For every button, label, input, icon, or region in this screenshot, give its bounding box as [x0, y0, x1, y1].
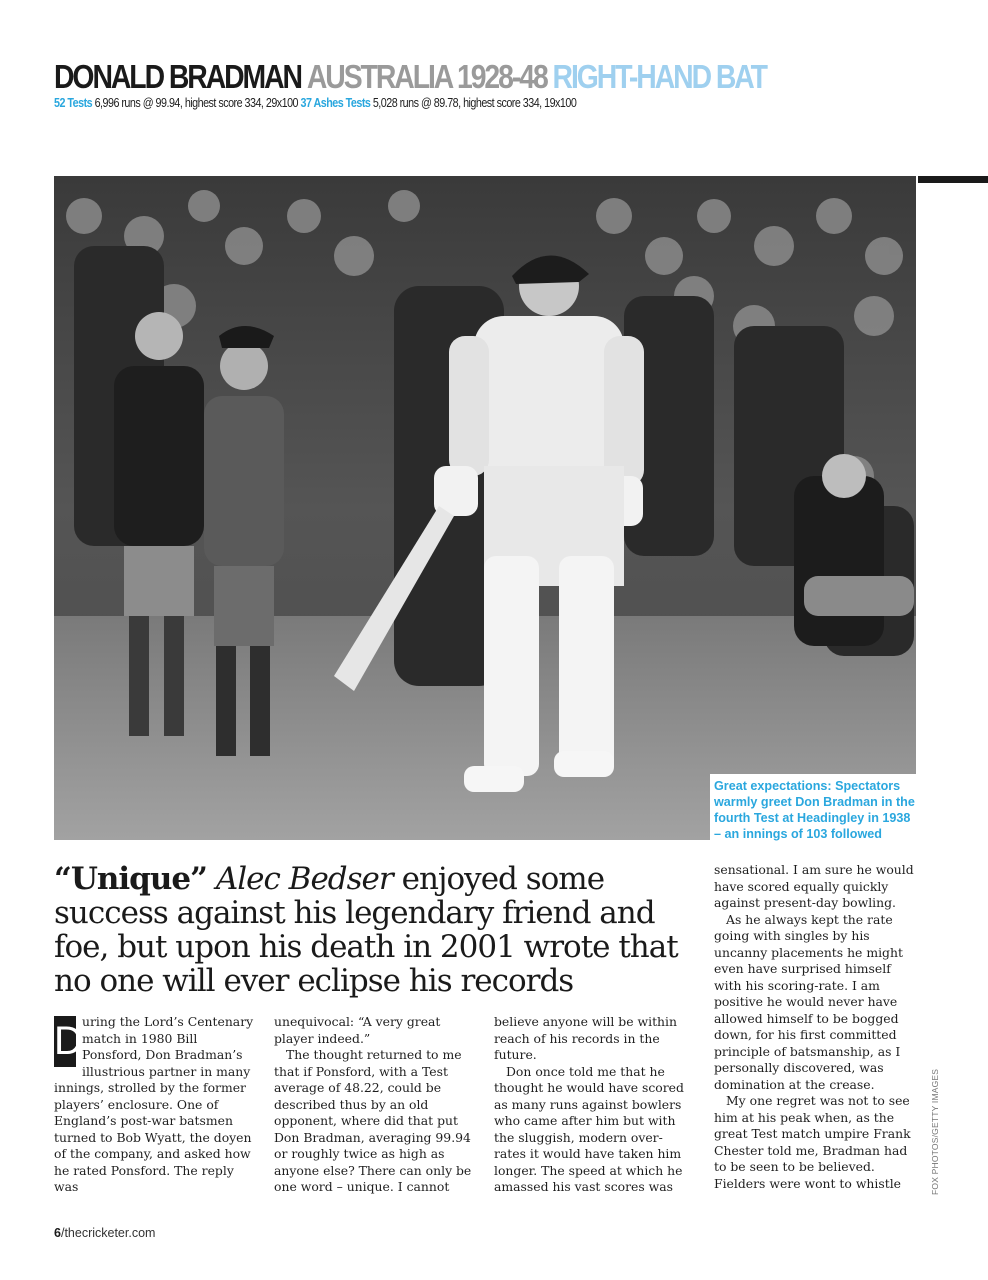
tests-label: 52 Tests — [54, 96, 93, 110]
country-years: AUSTRALIA 1928-48 — [306, 58, 547, 95]
player-role: RIGHT-HAND BAT — [552, 58, 766, 95]
ashes-stats: 5,028 runs @ 89.78, highest score 334, 19x100 — [372, 96, 577, 110]
headline-text: enjoyed some success against his legendary friend and foe, but upon his death in 2001 wrote that no one will ever eclipse his records — [54, 861, 678, 999]
headline-author: Alec Bedser — [215, 861, 393, 897]
column-3-paragraph-1: believe anyone will be within reach of his records in the future. — [494, 1014, 677, 1062]
column-1-paragraph — [54, 1014, 254, 1196]
drop-cap: D — [54, 1016, 76, 1067]
footer-separator: / — [60, 1226, 65, 1240]
column-3-paragraph-2: Don once told me that he thought he would have scored as many runs against bowlers who came after him but with the sluggish, modern over-rates it would have taken him longer. The speed at which he amassed his vast scores was — [494, 1063, 684, 1194]
tests-stats: 6,996 runs @ 99.94, highest score 334, 29x100 — [94, 96, 299, 110]
site-link[interactable]: thecricketer.com — [64, 1226, 156, 1240]
article-headline — [54, 862, 694, 998]
ashes-label: 37 Ashes Tests — [300, 96, 371, 110]
column-2-paragraph-1: unequivocal: “A very great player indeed.” — [274, 1014, 441, 1046]
photo-caption: Great expectations: Spectators warmly greet Don Bradman in the fourth Test at Headingley in 1938 – an innings of 103 followed — [714, 779, 915, 841]
career-stats — [54, 96, 576, 110]
player-name: DONALD BRADMAN — [54, 58, 301, 95]
column-4-paragraph-1: sensational. I am sure he would have scored equally quickly against present-day bowling. — [714, 862, 914, 910]
profile-title — [54, 60, 766, 94]
page-number: 6 — [54, 1226, 61, 1240]
photo-illustration — [54, 176, 916, 840]
edge-bar — [918, 176, 988, 183]
article-column-4 — [714, 862, 918, 1192]
column-4-paragraph-2: As he always kept the rate going with singles by his uncanny placements he might even have surprised himself with his scoring-rate. I am positive he would never have allowed himself to be bogged down, for his first committed principle of batsmanship, as I personally discovered, was domination at the crease. — [714, 911, 903, 1092]
bradman-photo — [54, 176, 916, 840]
column-2-paragraph-2: The thought returned to me that if Ponsford, with a Test average of 48.22, could be described thus by an old opponent, where did that put Don Bradman, averaging 99.94 or roughly twice as high as anyone else? There can only be one word – unique. I cannot — [274, 1047, 472, 1194]
article-column-2 — [274, 1014, 474, 1196]
column-1-text: uring the Lord’s Centenary match in 1980 Bill Ponsford, Don Bradman’s illustrious partner in many innings, strolled by the former players’ enclosure. One of England’s post-war batsmen turned to Bob Wyatt, the doyen of the company, and asked how he rated Ponsford. The reply was — [54, 1014, 254, 1194]
page-footer — [54, 1226, 155, 1240]
article-column-1 — [54, 1014, 254, 1196]
headline-quote: “Unique” — [54, 861, 207, 897]
photo-credit: FOX PHOTOS/GETTY IMAGES — [930, 1068, 940, 1195]
column-4-paragraph-3: My one regret was not to see him at his peak when, as the great Test match umpire Frank Chester told me, Bradman had to be seen to be believed. Fielders were wont to whistle — [714, 1093, 911, 1191]
article-column-3 — [494, 1014, 694, 1196]
